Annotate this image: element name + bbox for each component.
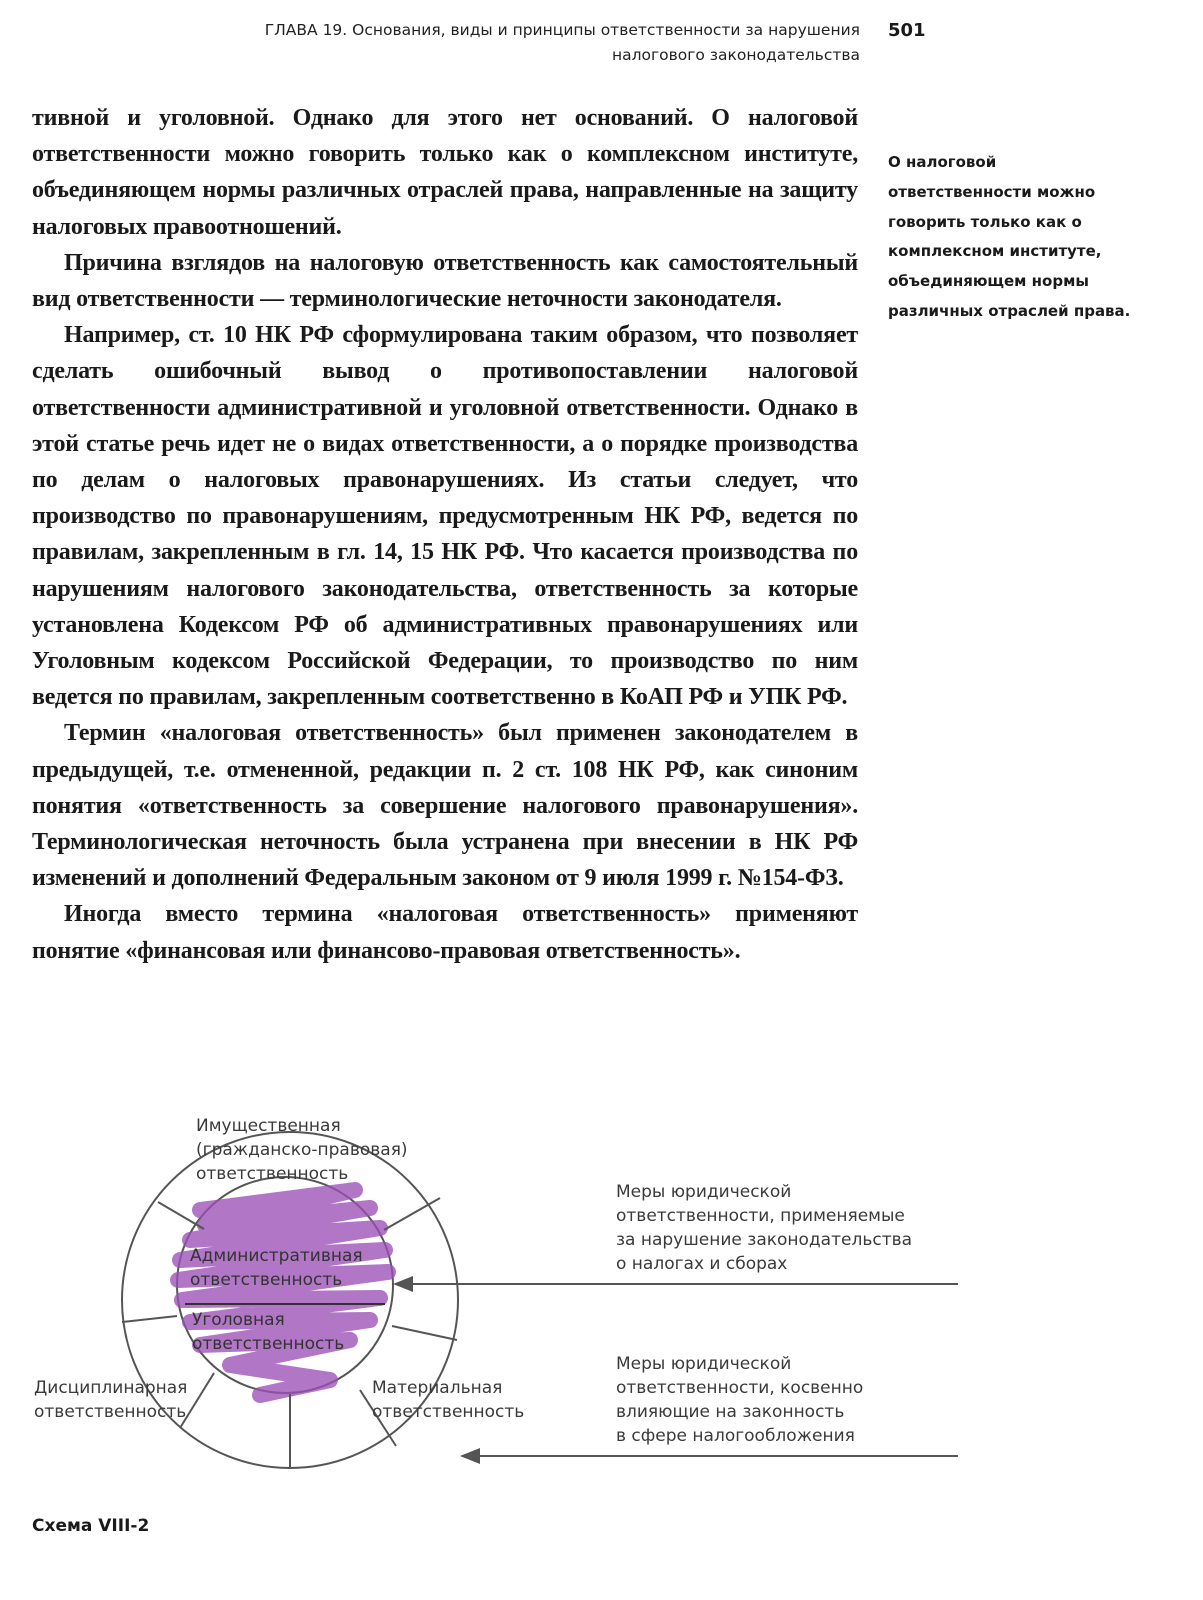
note-indirect-measures: Меры юридической ответственности, косвенно влияющие на законность в сфере налогообложения [616,1354,864,1446]
chapter-title-line1: ГЛАВА 19. Основания, виды и принципы ответственности за нарушения [264,21,860,39]
label-material: Материальная ответственность [372,1378,525,1422]
schema-graphics [0,1090,1203,1510]
spoke-left [122,1316,177,1322]
schema-diagram [0,1090,1203,1510]
label-property-liability: Имущественная (гражданско-правовая) ответственность [196,1116,408,1184]
paragraph-4: Термин «налоговая ответственность» был применен законодателем в предыдущей, т.е. отмененной, редакции п. 2 ст. 108 НК РФ, как синоним понятия «ответственность за совершение налогового правонарушения». Терминологическая неточность была устранена при внесении в НК РФ изменений и дополнений Федеральным законом от 9 июля 1999 г. №154-ФЗ. [32,720,858,892]
note-direct-measures: Меры юридической ответственности, применяемые за нарушение законодательства о налогах и сборах [616,1182,913,1274]
chapter-title-line2: налогового законодательства [611,46,860,64]
paragraph-3: Например, ст. 10 НК РФ сформулирована таким образом, что позволяет сделать ошибочный вывод о противопоставлении налоговой ответственности административной и уголовной ответственности. Однако в этой статье речь идет не о видах ответственности, а о порядке производства по делам о налоговых правонарушениях. Из статьи следует, что производство по правонарушениям, предусмотренным НК РФ, ведется по правилам, закрепленным в гл. 14, 15 НК РФ. Что касается производства по нарушениям налогового законодательства, ответственность за которые установлена Кодексом РФ об административных правонарушениях или Уголовным кодексом Российской Федерации, то производство по ним ведется по правилам, закрепленным соответственно в КоАП РФ и УПК РФ. [32,322,858,711]
label-criminal: Уголовная ответственность [192,1310,345,1354]
running-head [150,18,860,68]
margin-note: О налоговой ответственности можно говорить только как о комплексном институте, объединяющем нормы различных отраслей права. [888,153,1131,320]
body-text [32,100,858,969]
spoke-top-right [384,1198,440,1230]
page-number: 501 [888,20,926,41]
highlighter-marks [178,1190,388,1395]
label-disciplinary: Дисциплинарная ответственность [34,1378,188,1422]
label-administrative: Административная ответственность [190,1246,363,1290]
schema-caption: Схема VIII-2 [32,1516,150,1536]
spoke-right [392,1326,457,1340]
paragraph-1: тивной и уголовной. Однако для этого нет оснований. О налоговой ответственности можно говорить только как о комплексном институте, объединяющем нормы различных отраслей права, направленные на защиту налоговых правоотношений. [32,105,858,240]
paragraph-5: Иногда вместо термина «налоговая ответственность» применяют понятие «финансовая или финансово-правовая ответственность». [32,901,858,964]
paragraph-2: Причина взглядов на налоговую ответственность как самостоятельный вид ответственности — терминологические неточности законодателя. [32,249,858,313]
